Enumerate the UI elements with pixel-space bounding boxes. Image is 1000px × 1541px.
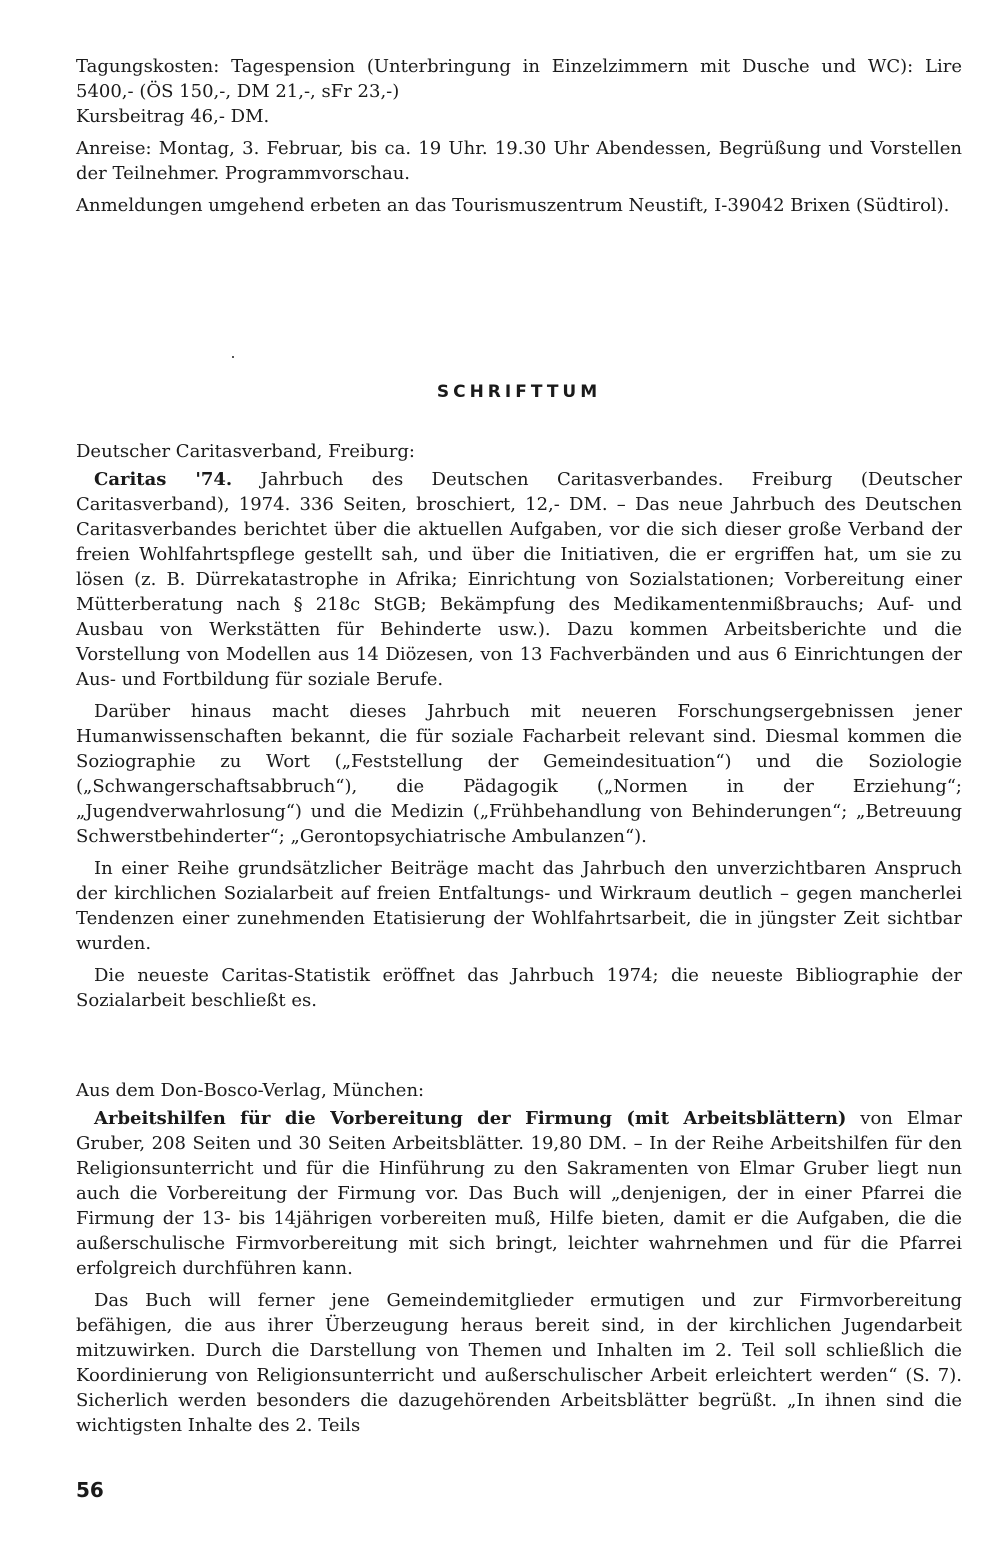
review-paragraph xyxy=(76,467,962,692)
review-paragraph xyxy=(76,1106,962,1281)
review-title: Caritas '74. xyxy=(94,469,233,490)
review-publisher: Aus dem Don-Bosco-Verlag, München: xyxy=(76,1080,425,1101)
arrival-label: Anreise: xyxy=(76,138,152,159)
review-paragraph: Die neueste Caritas-Statistik eröffnet das Jahrbuch 1974; die neueste Bibliographie der Sozialarbeit beschließt es. xyxy=(76,965,962,1011)
review-publisher: Deutscher Caritasverband, Freiburg: xyxy=(76,441,415,462)
section-heading: SCHRIFTTUM xyxy=(436,382,602,402)
page-number: 56 xyxy=(76,1478,104,1502)
review-paragraph: Das Buch will ferner jene Gemeindemitglieder ermutigen und zur Firmvorbereitung befähigen, die aus ihrer Überzeugung heraus bereit sind, in der kirchlichen Jugendarbeit mitzuwirken. Durch die Darstellung von Themen und Inhalten im 2. Teil soll schließlich die Koordinierung von Religionsunterricht und außerschulischer Arbeit erleichtert werden“ (S. 7). Sicherlich werden besonders die dazugehörenden Arbeitsblätter begrüßt. „In ihnen sind die wichtigsten Inhalte des 2. Teils xyxy=(76,1290,962,1436)
review-text: von Elmar Gruber, 208 Seiten und 30 Seiten Arbeitsblätter. 19,80 DM. – In der Reihe Arbeitshilfen für den Religionsunterricht und für die Hinführung zu den Sakramenten von Elmar Gruber liegt nun auch die Vorbereitung der Firmung vor. Das Buch will „denjenigen, der in einer Pfarrei die Firmung der 13- bis 14jährigen vorbereiten muß, Hilfe bieten, damit er die Aufgaben, die die außerschulische Firmvorbereitung mit sich bringt, leichter wahrnehmen und für die Pfarrei erfolgreich durchführen kann. xyxy=(76,1108,963,1279)
review-paragraph: Darüber hinaus macht dieses Jahrbuch mit neueren Forschungsergebnissen jener Humanwissenschaften bekannt, die für soziale Facharbeit relevant sind. Diesmal kommen die Soziographie zu Wort („Feststellung der Gemeindesituation“) und die Soziologie („Schwangerschaftsabbruch“), die Pädagogik („Normen in der Erziehung“; „Jugendverwahrlosung“) und die Medizin („Frühbehandlung von Behinderungen“; „Betreuung Schwerstbehinderter“; „Gerontopsychiatrische Ambulanzen“). xyxy=(76,701,962,847)
course-fee: Kursbeitrag 46,- DM. xyxy=(76,106,270,127)
review-caritas xyxy=(76,439,962,1020)
meeting-arrival xyxy=(76,136,962,186)
meeting-info xyxy=(76,54,962,225)
review-title: Arbeitshilfen für die Vorbereitung der Firmung (mit Arbeitsblättern) xyxy=(94,1108,847,1129)
costs-text: Tagespension (Unterbringung in Einzelzimmern mit Dusche und WC): Lire 5400,- (ÖS 150,-, DM 21,-, sFr 23,-) xyxy=(76,56,962,102)
costs-label: Tagungskosten: xyxy=(76,56,220,77)
arrival-text: Montag, 3. Februar, bis ca. 19 Uhr. 19.30 Uhr Abendessen, Begrüßung und Vorstellen der Teilnehmer. Programmvorschau. xyxy=(76,138,962,184)
stray-dot xyxy=(232,356,234,358)
review-text: Jahrbuch des Deutschen Caritasverbandes. Freiburg (Deutscher Caritasverband), 1974. 336 Seiten, broschiert, 12,- DM. – Das neue Jahrbuch des Deutschen Caritasverbandes berichtet über die aktuellen Aufgaben, vor die sich dieser große Verband der freien Wohlfahrtspflege gestellt sah, und über die Initiativen, die er ergriffen hat, um sie zu lösen (z. B. Dürrekatastrophe in Afrika; Einrichtung von Sozialstationen; Vorbereitung einer Mütterberatung nach § 218c StGB; Bekämpfung des Medikamentenmißbrauchs; Auf- und Ausbau von Werkstätten für Behinderte usw.). Dazu kommen Arbeitsberichte und die Vorstellung von Modellen aus 14 Diözesen, von 13 Fachverbänden und aus 6 Einrichtungen der Aus- und Fortbildung für soziale Berufe. xyxy=(76,469,963,690)
review-paragraph: In einer Reihe grundsätzlicher Beiträge macht das Jahrbuch den unverzichtbaren Anspruch der kirchlichen Sozialarbeit auf freien Entfaltungs- und Wirkraum deutlich – gegen mancherlei Tendenzen einer zunehmenden Etatisierung der Wohlfahrtsarbeit, die in jüngster Zeit sichtbar wurden. xyxy=(76,858,962,954)
review-firmung xyxy=(76,1078,962,1445)
meeting-registration: Anmeldungen umgehend erbeten an das Tourismuszentrum Neustift, I-39042 Brixen (Südtirol). xyxy=(76,195,950,216)
meeting-costs xyxy=(76,54,962,129)
